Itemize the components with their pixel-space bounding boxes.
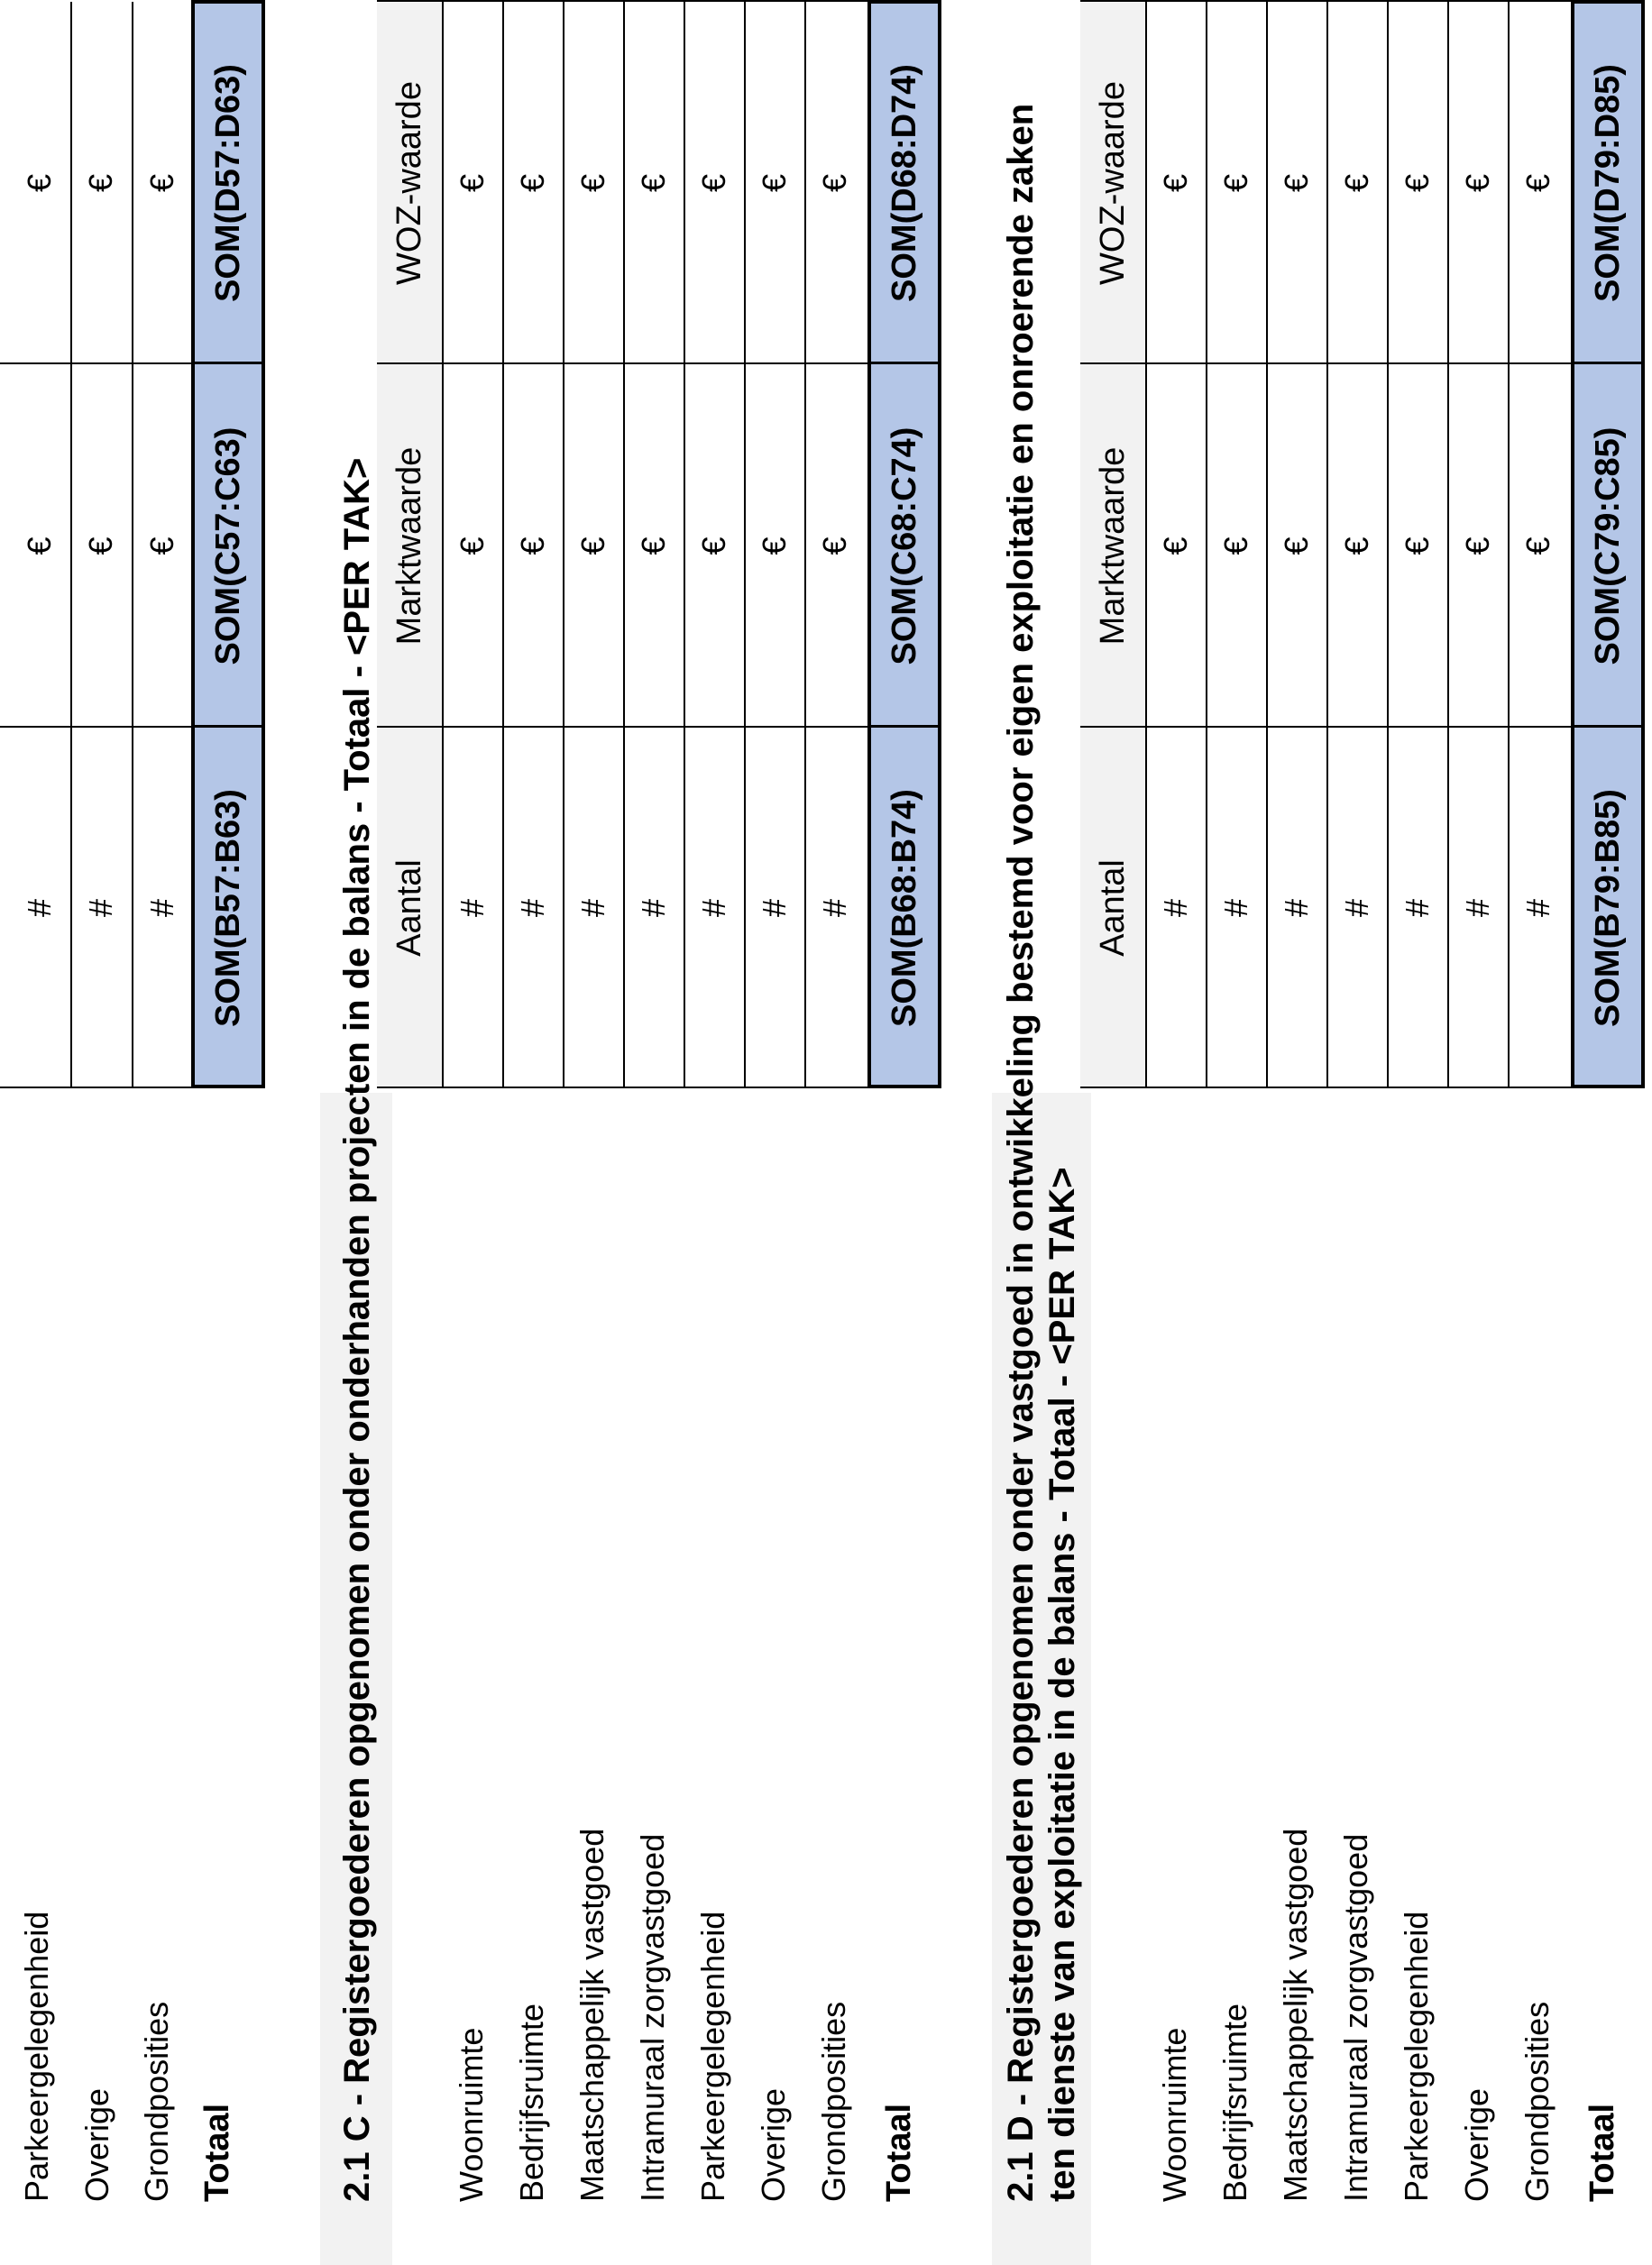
sum-marktwaarde: SOM(C79:C85) bbox=[1588, 426, 1627, 665]
row-label: Grondposities bbox=[1519, 2001, 1556, 2202]
cell-aantal: # bbox=[453, 898, 491, 918]
cell-marktwaarde: € bbox=[1458, 536, 1496, 555]
cell-marktwaarde: € bbox=[453, 536, 491, 555]
sum-marktwaarde: SOM(C57:C63) bbox=[208, 426, 247, 665]
cell-aantal: # bbox=[82, 898, 119, 918]
cell-marktwaarde: € bbox=[82, 536, 119, 555]
row-label: Intramuraal zorgvastgoed bbox=[1337, 1833, 1374, 2202]
cell-woz: € bbox=[1216, 173, 1254, 193]
cell-woz: € bbox=[21, 173, 58, 193]
cell-aantal: # bbox=[1156, 898, 1194, 918]
sum-woz: SOM(D79:D85) bbox=[1588, 64, 1627, 302]
section-d-title-line2: ten dienste van exploitatie in de balans - Totaal - <PER TAK> bbox=[1042, 1167, 1082, 2202]
cell-aantal: # bbox=[21, 898, 58, 918]
cell-woz: € bbox=[513, 173, 551, 193]
cell-marktwaarde: € bbox=[755, 536, 793, 555]
row-label: Parkeergelegenheid bbox=[18, 1911, 55, 2202]
cell-woz: € bbox=[815, 173, 853, 193]
cell-aantal: # bbox=[1337, 898, 1375, 918]
cell-woz: € bbox=[453, 173, 491, 193]
cell-aantal: # bbox=[1277, 898, 1315, 918]
cell-woz: € bbox=[143, 173, 180, 193]
cell-woz: € bbox=[1156, 173, 1194, 193]
section-d-title-line1: 2.1 D - Registergoederen opgenomen onder vastgoed in ontwikkeling bestemd voor eigen exploitatie en onroerende zaken bbox=[1001, 103, 1041, 2202]
cell-aantal: # bbox=[574, 898, 611, 918]
cell-woz: € bbox=[755, 173, 793, 193]
cell-aantal: # bbox=[815, 898, 853, 918]
cell-woz: € bbox=[82, 173, 119, 193]
row-label: Grondposities bbox=[138, 2001, 175, 2202]
row-label: Overige bbox=[1458, 2087, 1495, 2202]
cell-marktwaarde: € bbox=[634, 536, 672, 555]
sum-marktwaarde: SOM(C68:C74) bbox=[885, 426, 923, 665]
row-label: Bedrijfsruimte bbox=[513, 2003, 550, 2202]
cell-woz: € bbox=[1337, 173, 1375, 193]
cell-marktwaarde: € bbox=[1216, 536, 1254, 555]
cell-woz: € bbox=[694, 173, 732, 193]
cell-marktwaarde: € bbox=[815, 536, 853, 555]
cell-woz: € bbox=[574, 173, 611, 193]
cell-woz: € bbox=[634, 173, 672, 193]
sum-aantal: SOM(B68:B74) bbox=[885, 789, 923, 1027]
cell-aantal: # bbox=[1519, 898, 1556, 918]
row-label: Intramuraal zorgvastgoed bbox=[634, 1833, 671, 2202]
cell-marktwaarde: € bbox=[1398, 536, 1436, 555]
sum-aantal: SOM(B79:B85) bbox=[1588, 789, 1627, 1027]
cell-aantal: # bbox=[634, 898, 672, 918]
cell-aantal: # bbox=[694, 898, 732, 918]
row-label: Woonruimte bbox=[1156, 2027, 1193, 2202]
cell-aantal: # bbox=[755, 898, 793, 918]
cell-aantal: # bbox=[513, 898, 551, 918]
row-label: Maatschappelijk vastgoed bbox=[574, 1828, 610, 2202]
cell-woz: € bbox=[1398, 173, 1436, 193]
row-label: Woonruimte bbox=[453, 2027, 490, 2202]
cell-woz: € bbox=[1277, 173, 1315, 193]
cell-marktwaarde: € bbox=[21, 536, 58, 555]
cell-marktwaarde: € bbox=[1277, 536, 1315, 555]
row-label: Maatschappelijk vastgoed bbox=[1277, 1828, 1314, 2202]
row-label: Overige bbox=[755, 2087, 792, 2202]
row-label: Overige bbox=[78, 2087, 115, 2202]
cell-marktwaarde: € bbox=[694, 536, 732, 555]
total-label: Totaal bbox=[880, 2103, 918, 2202]
header-aantal: Aantal bbox=[1093, 859, 1132, 957]
row-label: Bedrijfsruimte bbox=[1216, 2003, 1253, 2202]
header-woz: WOZ-waarde bbox=[390, 81, 428, 285]
cell-marktwaarde: € bbox=[513, 536, 551, 555]
cell-marktwaarde: € bbox=[1519, 536, 1556, 555]
row-label: Parkeergelegenheid bbox=[694, 1911, 731, 2202]
header-woz: WOZ-waarde bbox=[1093, 81, 1132, 285]
sum-aantal: SOM(B57:B63) bbox=[208, 789, 247, 1027]
sum-woz: SOM(D68:D74) bbox=[885, 64, 923, 302]
cell-marktwaarde: € bbox=[1156, 536, 1194, 555]
cell-aantal: # bbox=[1216, 898, 1254, 918]
header-marktwaarde: Marktwaarde bbox=[390, 446, 428, 646]
cell-aantal: # bbox=[143, 898, 180, 918]
section-c-title: 2.1 C - Registergoederen opgenomen onder onderhanden projecten in de balans - Totaal - <PER TAK> bbox=[337, 457, 377, 2202]
header-aantal: Aantal bbox=[390, 859, 428, 957]
cell-woz: € bbox=[1458, 173, 1496, 193]
cell-marktwaarde: € bbox=[574, 536, 611, 555]
total-label: Totaal bbox=[1583, 2103, 1621, 2202]
cell-aantal: # bbox=[1458, 898, 1496, 918]
cell-marktwaarde: € bbox=[143, 536, 180, 555]
header-marktwaarde: Marktwaarde bbox=[1093, 446, 1132, 646]
row-label: Grondposities bbox=[815, 2001, 852, 2202]
cell-aantal: # bbox=[1398, 898, 1436, 918]
cell-woz: € bbox=[1519, 173, 1556, 193]
cell-marktwaarde: € bbox=[1337, 536, 1375, 555]
total-label: Totaal bbox=[198, 2103, 236, 2202]
sum-woz: SOM(D57:D63) bbox=[208, 64, 247, 302]
row-label: Parkeergelegenheid bbox=[1398, 1911, 1435, 2202]
